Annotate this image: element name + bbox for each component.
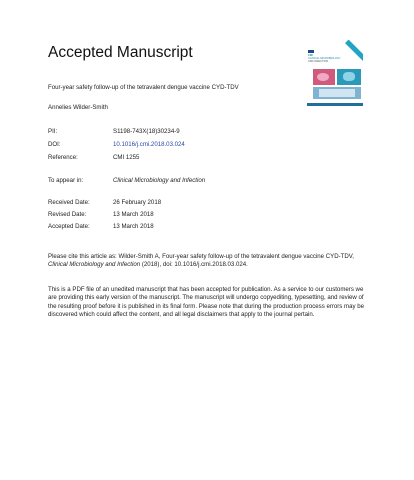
journal-name: Clinical Microbiology and Infection <box>113 177 206 184</box>
received-date-value: 26 February 2018 <box>113 199 162 206</box>
journal-cover-thumbnail <box>307 40 363 114</box>
publisher-logo-mark <box>308 50 314 53</box>
cover-image-detail <box>343 72 355 81</box>
cover-title-abbrev: CMI <box>308 54 313 57</box>
manuscript-heading: Accepted Manuscript <box>48 44 193 61</box>
pii-label: PII: <box>48 128 58 135</box>
cover-bottom-strip <box>307 103 363 106</box>
cover-image-detail <box>317 73 329 81</box>
cover-title-line: CLINICAL MICROBIOLOGY <box>308 57 341 60</box>
cover-image-detail <box>319 89 355 97</box>
accepted-date-label: Accepted Date: <box>48 223 90 230</box>
appear-in-label: To appear in: <box>48 177 84 184</box>
received-date-label: Received Date: <box>48 199 90 206</box>
citation-paragraph <box>48 253 370 270</box>
doi-label: DOI: <box>48 141 61 148</box>
article-title: Four-year safety follow-up of the tetravalent dengue vaccine CYD-TDV <box>48 84 239 91</box>
author-name: Annelies Wilder-Smith <box>48 104 108 111</box>
pii-value: S1198-743X(18)30234-9 <box>113 128 180 135</box>
citation-text: Please cite this article as: Wilder-Smith A, Four-year safety follow-up of the tetravalent dengue vaccine CYD-TDV, <box>48 253 354 260</box>
citation-doi-text: (2018), doi: 10.1016/j.cmi.2018.03.024. <box>140 261 248 269</box>
cover-title-line: AND INFECTION <box>308 60 329 63</box>
reference-value: CMI 1255 <box>113 154 140 161</box>
citation-journal: Clinical Microbiology and Infection <box>48 261 141 269</box>
revised-date-value: 13 March 2018 <box>113 211 154 218</box>
doi-link[interactable]: 10.1016/j.cmi.2018.03.024 <box>113 141 185 148</box>
reference-label: Reference: <box>48 154 78 161</box>
cover-corner-ribbon <box>345 40 363 61</box>
revised-date-label: Revised Date: <box>48 211 87 218</box>
disclaimer-paragraph: This is a PDF file of an unedited manuscript that has been accepted for publication. As a service to our customers we are providing this early version of the manuscript. The manuscript will undergo copyediting, typesetting, and review of the resulting proof before it is published in its final form. Please note that during the production process errors may be discovered which could affect the content, and all legal disclaimers that apply to the journal pertain. <box>48 286 365 319</box>
accepted-date-value: 13 March 2018 <box>113 223 154 230</box>
